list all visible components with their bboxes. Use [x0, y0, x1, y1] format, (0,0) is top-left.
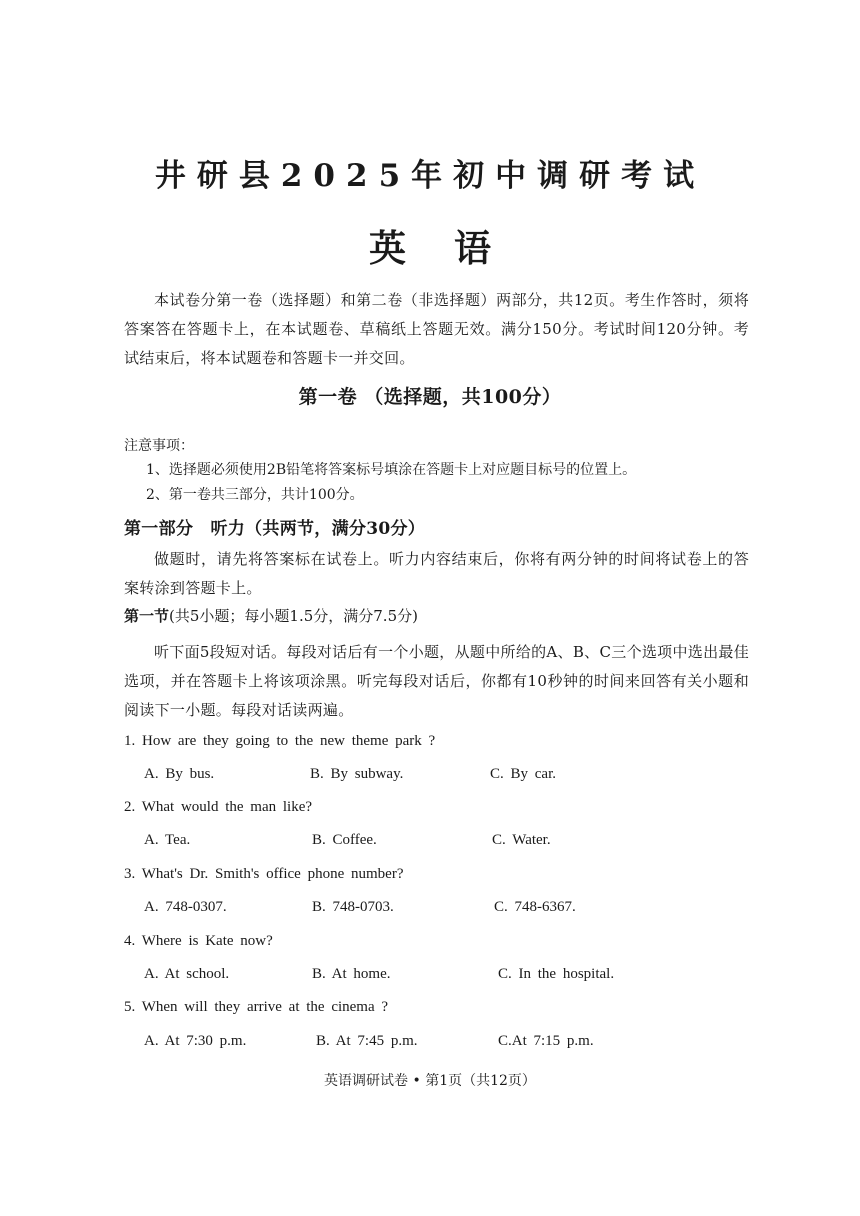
question-text: 2. What would the man like? [124, 799, 313, 815]
option-a: A. 748-0307. [144, 899, 227, 915]
volume-title: 第一卷 （选择题，共100分） [298, 386, 562, 408]
option-c: C. Water. [492, 832, 551, 848]
section1-scoring: (共5小题；每小题1.5分，满分7.5分) [169, 607, 418, 625]
option-c: C. In the hospital. [498, 966, 615, 982]
subject-title: 英语 [369, 226, 539, 270]
option-a: A. By bus. [144, 766, 215, 782]
question-text: 3. What's Dr. Smith's office phone number? [124, 866, 404, 882]
option-c: C. By car. [490, 766, 556, 782]
exam-instructions: 本试卷分第一卷（选择题）和第二卷（非选择题）两部分，共12页。考生作答时，须将答案答在答题卡上，在本试题卷、草稿纸上答题无效。满分150分。考试时间120分钟。考试结束后，将本试题卷和答题卡一并交回。 [124, 291, 749, 367]
section1-label: 第一节 [124, 607, 170, 625]
option-a: A. At school. [144, 966, 230, 982]
part1-instruction: 做题时，请先将答案标在试卷上。听力内容结束后，你将有两分钟的时间将试卷上的答案转涂到答题卡上。 [124, 550, 749, 597]
question-text: 5. When will they arrive at the cinema ? [124, 999, 389, 1015]
notice-item: 2、第一卷共三部分，共计100分。 [146, 487, 364, 503]
question-text: 4. Where is Kate now? [124, 933, 273, 949]
section1-instruction: 听下面5段短对话。每段对话后有一个小题，从题中所给的A、B、C三个选项中选出最佳选项，并在答题卡上将该项涂黑。听完每段对话后，你都有10秒钟的时间来回答有关小题和阅读下一小题。每段对话读两遍。 [124, 643, 749, 719]
option-a: A. Tea. [144, 832, 191, 848]
option-b: B. 748-0703. [312, 899, 394, 915]
question-text: 1. How are they going to the new theme park ? [124, 733, 436, 749]
section1-heading [124, 605, 418, 626]
notice-item: 1、选择题必须使用2B铅笔将答案标号填涂在答题卡上对应题目标号的位置上。 [146, 462, 637, 478]
exam-title: 井研县2025年初中调研考试 [154, 158, 706, 194]
page-footer: 英语调研试卷 • 第1页（共12页） [324, 1073, 536, 1089]
option-b: B. At home. [312, 966, 391, 982]
notice-heading: 注意事项： [124, 438, 194, 454]
option-c: C.At 7:15 p.m. [498, 1033, 594, 1049]
option-b: B. At 7:45 p.m. [316, 1033, 418, 1049]
part1-heading: 第一部分 听力（共两节，满分30分） [124, 519, 426, 539]
option-b: B. Coffee. [312, 832, 377, 848]
option-c: C. 748-6367. [494, 899, 576, 915]
option-a: A. At 7:30 p.m. [144, 1033, 247, 1049]
option-b: B. By subway. [310, 766, 404, 782]
